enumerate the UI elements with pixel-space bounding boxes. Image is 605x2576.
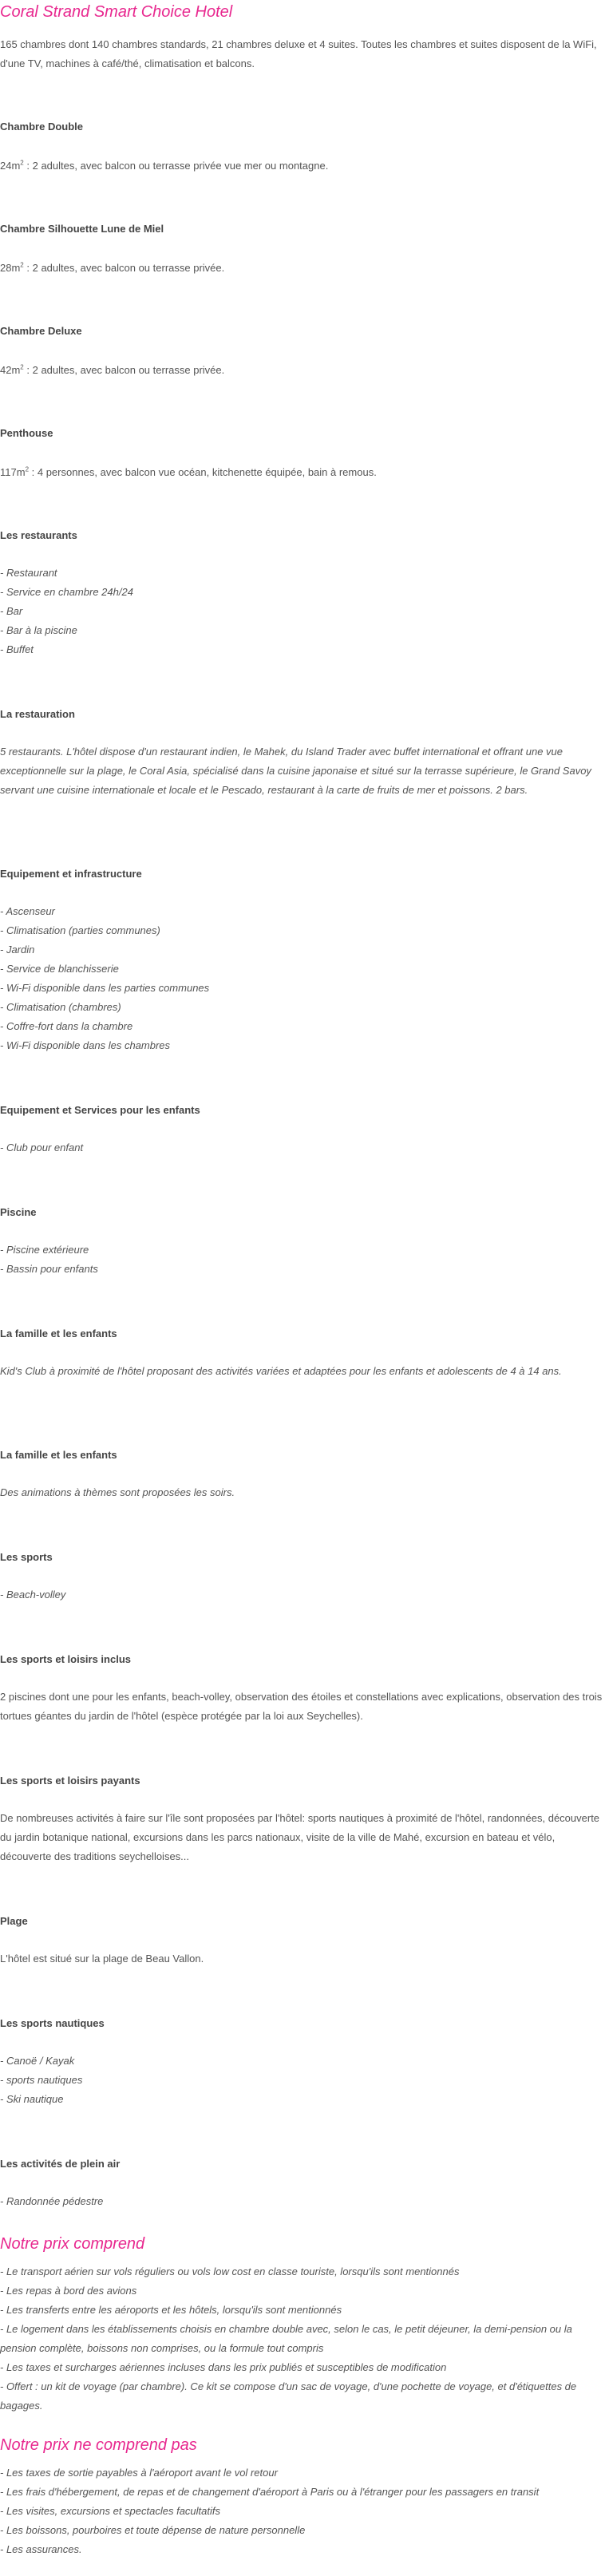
sports-heading: Les sports (0, 1551, 53, 1563)
list-item: - Service en chambre 24h/24 (0, 586, 133, 598)
list-item: - Climatisation (chambres) (0, 1001, 121, 1013)
plein-air-list (0, 2192, 603, 2211)
room-heading-honeymoon: Chambre Silhouette Lune de Miel (0, 223, 164, 235)
room-desc-double: $24m^2$ : 2 adultes, avec balcon ou terrasse privée vue mer ou montagne. (0, 159, 329, 172)
piscine-list (0, 1241, 603, 1279)
list-item: - Bar (0, 605, 23, 617)
list-item: - Bassin pour enfants (0, 1263, 98, 1275)
list-item: - Le transport aérien sur vols réguliers ou vols low cost en classe touriste, lorsqu'ils sont mentionnés (0, 2265, 460, 2277)
hotel-intro: 165 chambres dont 140 chambres standards, 21 chambres deluxe et 4 suites. Toutes les chambres et suites disposent de la WiFi, d'une TV, machines à café/thé, climatisation et balcons. (0, 38, 597, 69)
piscine-heading: Piscine (0, 1206, 37, 1218)
prix-ne-comprend-list (0, 2463, 603, 2559)
list-item: - Les assurances. (0, 2543, 82, 2555)
list-item: - Les visites, excursions et spectacles facultatifs (0, 2505, 221, 2517)
plein-air-heading: Les activités de plein air (0, 2158, 121, 2170)
list-item: - Les transferts entre les aéroports et les hôtels, lorsqu'ils sont mentionnés (0, 2304, 342, 2316)
restauration-text: 5 restaurants. L'hôtel dispose d'un restaurant indien, le Mahek, du Island Trader avec buffet international et offrant une vue exceptionnelle sur la plage, le Coral Asia, spécialisé dans la cuisine japonaise et situé sur la terrasse supérieure, le Grand Savoy servant une cuisine internationale et locale et le Pescado, restaurant à la carte de fruits de mer et poissons. 2 bars. (0, 746, 591, 796)
list-item: - Les taxes de sortie payables à l'aéroport avant le vol retour (0, 2467, 278, 2479)
list-item: - Restaurant (0, 567, 57, 579)
prix-comprend-title: Notre prix comprend (0, 2235, 145, 2253)
restaurants-list (0, 564, 603, 659)
sports-payants-text: De nombreuses activités à faire sur l'île sont proposées par l'hôtel: sports nautiques à proximité de l'hôtel, randonnées, découverte du jardin botanique national, excursions dans les parcs nationaux, visite de la ville de Mahé, excursion en bateau et vélo, découverte des traditions seychelloises... (0, 1812, 600, 1862)
list-item: - Offert : un kit de voyage (par chambre). Ce kit se compose d'un sac de voyage, d'une pochette de voyage, et d'étiquettes de bagages. (0, 2380, 577, 2412)
list-item: - Bar à la piscine (0, 624, 77, 636)
room-heading-double: Chambre Double (0, 121, 84, 133)
list-item: - Coffre-fort dans la chambre (0, 1020, 133, 1032)
enfants-services-list (0, 1138, 603, 1157)
list-item: - Beach-volley (0, 1589, 66, 1601)
prix-comprend-list (0, 2262, 603, 2416)
equipement-heading: Equipement et infrastructure (0, 868, 142, 880)
sports-inclus-text: 2 piscines dont une pour les enfants, beach-volley, observation des étoiles et constellations avec explications, observation des trois tortues géantes du jardin de l'hôtel (espèce protégée par la loi aux Seychelles). (0, 1691, 603, 1722)
list-item: - Canoë / Kayak (0, 2055, 75, 2067)
list-item: - Jardin (0, 944, 35, 956)
list-item: - Club pour enfant (0, 1142, 84, 1153)
sports-inclus-heading: Les sports et loisirs inclus (0, 1653, 131, 1665)
room-heading-deluxe: Chambre Deluxe (0, 325, 82, 337)
room-desc-penthouse: $117m^2$ : 4 personnes, avec balcon vue océan, kitchenette équipée, bain à remous. (0, 465, 377, 478)
list-item: - Piscine extérieure (0, 1244, 89, 1256)
plage-heading: Plage (0, 1915, 28, 1927)
hotel-title: Coral Strand Smart Choice Hotel (0, 3, 233, 21)
nautiques-list (0, 2052, 603, 2109)
list-item: - Buffet (0, 643, 34, 655)
list-item: - Wi-Fi disponible dans les parties communes (0, 982, 210, 994)
room-heading-penthouse: Penthouse (0, 427, 53, 439)
sports-payants-heading: Les sports et loisirs payants (0, 1775, 140, 1787)
list-item: - Les taxes et surcharges aériennes incluses dans les prix publiés et susceptibles de modification (0, 2361, 447, 2373)
list-item: - Les repas à bord des avions (0, 2285, 137, 2297)
list-item: - Service de blanchisserie (0, 963, 119, 975)
list-item: - Wi-Fi disponible dans les chambres (0, 1039, 171, 1051)
list-item: - Ski nautique (0, 2093, 64, 2105)
famille-heading-1: La famille et les enfants (0, 1328, 117, 1339)
list-item: - Les boissons, pourboires et toute dépense de nature personnelle (0, 2524, 306, 2536)
list-item: - Le logement dans les établissements choisis en chambre double avec, selon le cas, le petit déjeuner, la demi-pension ou la pension complète, boissons non comprises, ou la formule tout compris (0, 2323, 572, 2354)
enfants-services-heading: Equipement et Services pour les enfants (0, 1104, 200, 1116)
restaurants-heading: Les restaurants (0, 529, 77, 541)
equipement-list (0, 902, 603, 1055)
prix-ne-comprend-title: Notre prix ne comprend pas (0, 2436, 197, 2454)
room-desc-deluxe: $42m^2$ : 2 adultes, avec balcon ou terrasse privée. (0, 363, 225, 376)
list-item: - Ascenseur (0, 905, 55, 917)
nautiques-heading: Les sports nautiques (0, 2017, 105, 2029)
plage-text: L'hôtel est situé sur la plage de Beau Vallon. (0, 1953, 204, 1965)
list-item: - Les frais d'hébergement, de repas et de changement d'aéroport à Paris ou à l'étranger pour les passagers en transit (0, 2486, 540, 2498)
famille-heading-2: La famille et les enfants (0, 1449, 117, 1461)
famille-text-2: Des animations à thèmes sont proposées les soirs. (0, 1486, 235, 1498)
list-item: - Climatisation (parties communes) (0, 924, 160, 936)
list-item: - Randonnée pédestre (0, 2195, 104, 2207)
sports-list (0, 1585, 603, 1605)
famille-text-1: Kid's Club à proximité de l'hôtel proposant des activités variées et adaptées pour les enfants et adolescents de 4 à 14 ans. (0, 1365, 562, 1377)
restauration-heading: La restauration (0, 708, 75, 720)
room-desc-honeymoon: $28m^2$ : 2 adultes, avec balcon ou terrasse privée. (0, 261, 225, 274)
list-item: - sports nautiques (0, 2074, 83, 2086)
